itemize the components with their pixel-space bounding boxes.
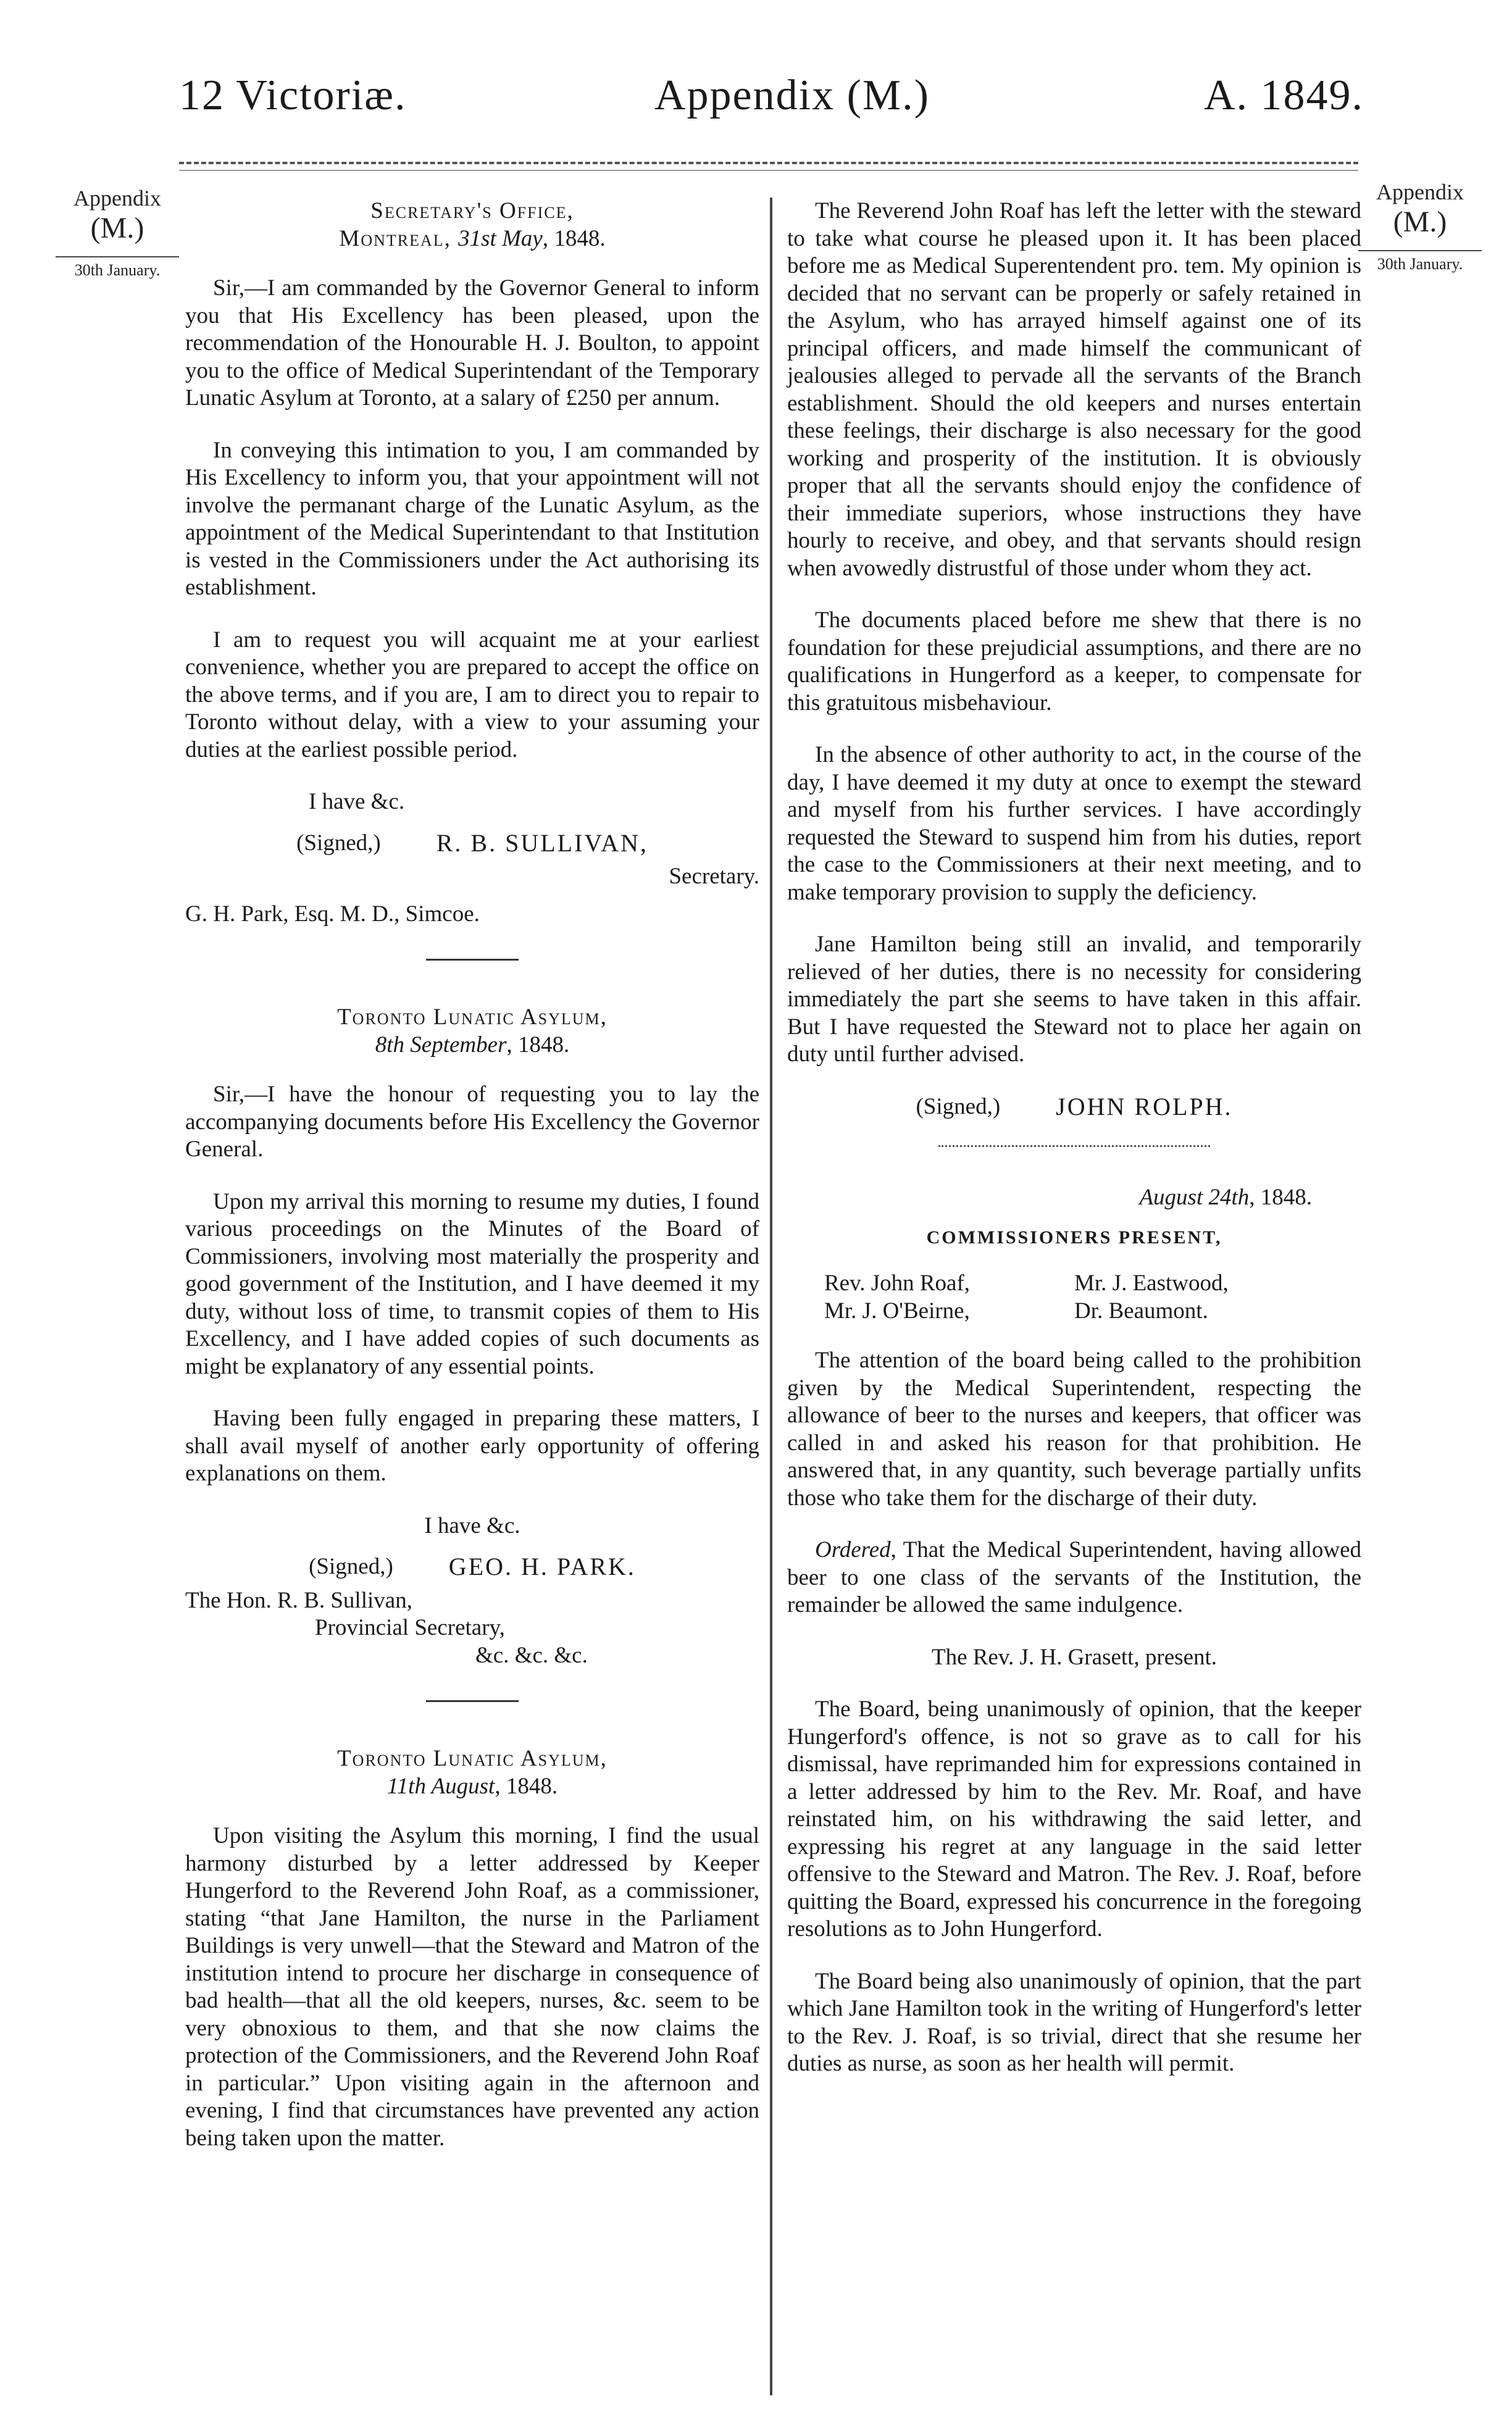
letter3-paragraph-1: Upon visiting the Asylum this morning, I find the usual harmony disturbed by a letter addressed by Keeper Hungerford to the Reverend John Roaf, as a commissioner, stating “that Jane Hamilton, the nurse in the Parliament Buildings is very unwell—that the Steward and Matron of the institution intend to procure her discharge in consequence of bad health—that all the old keepers, nurses, &c. seem to be very obnoxious to them, and that she now claims the protection of the Commissioners, and the Reverend John Roaf in particular.” Upon visiting again in the afternoon and evening, I find that circumstances have prevented any action being taken upon the matter. xyxy=(185,1823,759,2151)
grasett-present: The Rev. J. H. Grasett, present. xyxy=(931,1644,1218,1670)
margin-note-left-c: 30th January. xyxy=(56,256,179,280)
rolph-paragraph-4: Jane Hamilton being still an invalid, and temporarily relieved of her duties, there is no necessity for considering immediately the part she seems to have taken in this affair. But I have requested the Steward not to place her again on duty until further advised. xyxy=(787,932,1361,1067)
right-column xyxy=(787,198,1361,2103)
commissioner-3: Mr. J. O'Beirne, xyxy=(824,1298,970,1324)
ordered-label: Ordered xyxy=(815,1537,891,1563)
margin-note-right-a: Appendix xyxy=(1376,180,1464,204)
letter2-addressee-2: Provincial Secretary, xyxy=(315,1615,505,1640)
rolph-paragraph-3: In the absence of other authority to act, in the course of the day, I have deemed it my duty at once to exempt the steward and myself from his further services. I have accordingly requested the Steward to suspend him from his duties, report the case to the Commissioners at their next meeting, and to make temporary provision to supply the deficiency. xyxy=(787,742,1361,905)
margin-note-left xyxy=(56,185,179,280)
commissioners-list xyxy=(824,1270,1324,1325)
rolph-paragraph-2: The documents placed before me shew that there is no foundation for these prejudicial assumptions, and there are no qualifications in Hungerford as a keeper, to compensate for this gratuitous misbehaviour. xyxy=(787,607,1361,716)
letter3-date-day: 11th August xyxy=(386,1773,495,1799)
rolph-signature xyxy=(787,1093,1361,1121)
column-divider xyxy=(770,198,772,2395)
letter3-date xyxy=(185,1773,759,1801)
minutes-date-day: August 24th xyxy=(1139,1185,1250,1210)
header-left: 12 Victoriæ. xyxy=(179,72,407,119)
letter2-heading: Toronto Lunatic Asylum, xyxy=(337,1004,608,1030)
margin-note-right-b: (M.) xyxy=(1393,206,1447,238)
letter1-date-day: 31st May xyxy=(458,225,543,251)
header-rule-2 xyxy=(179,170,1358,171)
letter2-paragraph-2: Upon my arrival this morning to resume my duties, I found various proceedings on the Minutes of the Board of Commissioners, involving most materially the prosperity and good government of the Institution, and I have deemed it my duty, without loss of time, to transmit copies of them to His Excellency, and I have added copies of such documents as might be explanatory of any essential points. xyxy=(185,1188,759,1379)
letter3-date-year: , 1848. xyxy=(495,1773,558,1799)
commissioner-2: Mr. J. Eastwood, xyxy=(1074,1271,1229,1296)
rolph-signer: JOHN ROLPH. xyxy=(1056,1092,1233,1121)
letter1-signer-title: Secretary. xyxy=(669,864,759,889)
header-rule xyxy=(179,162,1358,164)
minutes-paragraph-1: The attention of the board being called to the prohibition given by the Medical Superintendent, respecting the allowance of beer to the nurses and keepers, that officer was called in and asked his reason for that prohibition. He answered that, in any quantity, such beverage partially unfits those who take them for the discharge of their duty. xyxy=(787,1348,1361,1511)
letter1-signer: R. B. SULLIVAN, xyxy=(436,828,648,857)
letter1-paragraph-1: Sir,—I am commanded by the Governor General to inform you that His Excellency has been pleased, upon the recommendation of the Honourable H. J. Boulton, to appoint you to the office of Medical Superintendant of the Temporary Lunatic Asylum at Toronto, at a salary of £250 per annum. xyxy=(185,275,759,411)
letter1-heading: Secretary's Office, xyxy=(370,198,574,223)
minutes-date xyxy=(787,1184,1312,1212)
letter2-addressee-1: The Hon. R. B. Sullivan, xyxy=(185,1587,412,1613)
letter1-place: Montreal, xyxy=(339,225,459,251)
commissioner-4: Dr. Beaumont. xyxy=(1074,1298,1208,1324)
commissioners-heading: COMMISSIONERS PRESENT, xyxy=(926,1227,1222,1248)
commissioner-1: Rev. John Roaf, xyxy=(824,1271,971,1296)
margin-note-right xyxy=(1358,179,1482,273)
letter2-addressee-3: &c. &c. &c. xyxy=(475,1642,588,1668)
letter2-signed: (Signed,) xyxy=(309,1554,393,1579)
letter2-signer: GEO. H. PARK. xyxy=(448,1553,636,1580)
letter1-paragraph-2: In conveying this intimation to you, I am commanded by His Excellency to inform you, that your appointment will not involve the permanant charge of the Lunatic Asylum, as the appointment of the Medical Superintendant to that Institution is vested in the Commissioners under the Act authorising its establishment. xyxy=(185,437,759,600)
letter1-paragraph-3: I am to request you will acquaint me at your earliest convenience, whether you are prepared to accept the office on the above terms, and if you are, I am to direct you to repair to Toronto without delay, with a view to your assuming your duties at the earliest possible period. xyxy=(185,627,759,762)
letter3-heading: Toronto Lunatic Asylum, xyxy=(337,1746,608,1771)
letter1-signed: (Signed,) xyxy=(296,830,381,856)
separator-rule-2 xyxy=(426,1700,519,1702)
letter2-paragraph-1: Sir,—I have the honour of requesting you to lay the accompanying documents before His Excellency the Governor General. xyxy=(185,1082,759,1162)
margin-note-left-a: Appendix xyxy=(73,186,161,211)
letter2-date xyxy=(185,1032,759,1059)
letter2-paragraph-3: Having been fully engaged in preparing these matters, I shall avail myself of another early opportunity of offering explanations on them. xyxy=(185,1406,759,1486)
rolph-paragraph-1: The Reverend John Roaf has left the letter with the steward to take what course he pleased upon it. It has been placed before me as Medical Superentendent pro. tem. My opinion is decided that no servant can be properly or safely retained in the Asylum, who has arrayed himself against one of its principal officers, and made himself the communicant of jealousies alleged to pervade all the servants of the Branch establishment. Should the old keepers and nurses entertain these feelings, their discharge is also necessary for the good working and prosperity of the institution. It is obviously proper that all the servants should enjoy the confidence of their immediate superiors, whose instructions they have hourly to receive, and obey, and that servants should resign when avowedly distrustful of those under whom they act. xyxy=(787,198,1361,581)
letter1-date-year: , 1848. xyxy=(542,225,606,251)
letter2-signature xyxy=(185,1553,759,1581)
letter1-signature xyxy=(185,830,759,858)
left-column xyxy=(185,198,759,2177)
letter1-addressee: G. H. Park, Esq. M. D., Simcoe. xyxy=(185,901,480,927)
separator-rule-3 xyxy=(938,1145,1210,1147)
header-center: Appendix (M.) xyxy=(654,72,930,119)
margin-note-left-b: (M.) xyxy=(90,212,144,244)
letter2-date-year: , 1848. xyxy=(506,1032,570,1058)
letter2-date-day: 8th September xyxy=(375,1032,507,1058)
rolph-signed: (Signed,) xyxy=(916,1093,1001,1119)
minutes-paragraph-3: The Board, being unanimously of opinion, that the keeper Hungerford's offence, is not so grave as to call for his dismissal, have reprimanded him for expressions contained in a letter addressed by him to the Rev. Mr. Roaf, and have reinstated him, on his withdrawing the said letter, and expressing his regret at any language in the said letter offensive to the Steward and Matron. The Rev. J. Roaf, before quitting the Board, expressed his concurrence in the foregoing resolutions as to John Hungerford. xyxy=(787,1696,1361,1942)
minutes-paragraph-2 xyxy=(787,1537,1361,1619)
letter1-date xyxy=(185,225,759,253)
minutes-date-year: , 1848. xyxy=(1249,1185,1312,1210)
ordered-text: , That the Medical Superintendent, having allowed beer to one class of the servants of the Institution, the remainder be allowed the same indulgence. xyxy=(787,1537,1361,1617)
letter2-closing: I have &c. xyxy=(424,1513,520,1538)
minutes-paragraph-4: The Board being also unanimously of opinion, that the part which Jane Hamilton took in the writing of Hungerford's letter to the Rev. J. Roaf, is so trivial, direct that she resume her duties as nurse, as soon as her health will permit. xyxy=(787,1968,1361,2076)
separator-rule-1 xyxy=(426,959,519,961)
letter1-closing: I have &c. xyxy=(309,789,405,814)
margin-note-right-c: 30th January. xyxy=(1358,250,1482,273)
header-right: A. 1849. xyxy=(1204,72,1364,119)
